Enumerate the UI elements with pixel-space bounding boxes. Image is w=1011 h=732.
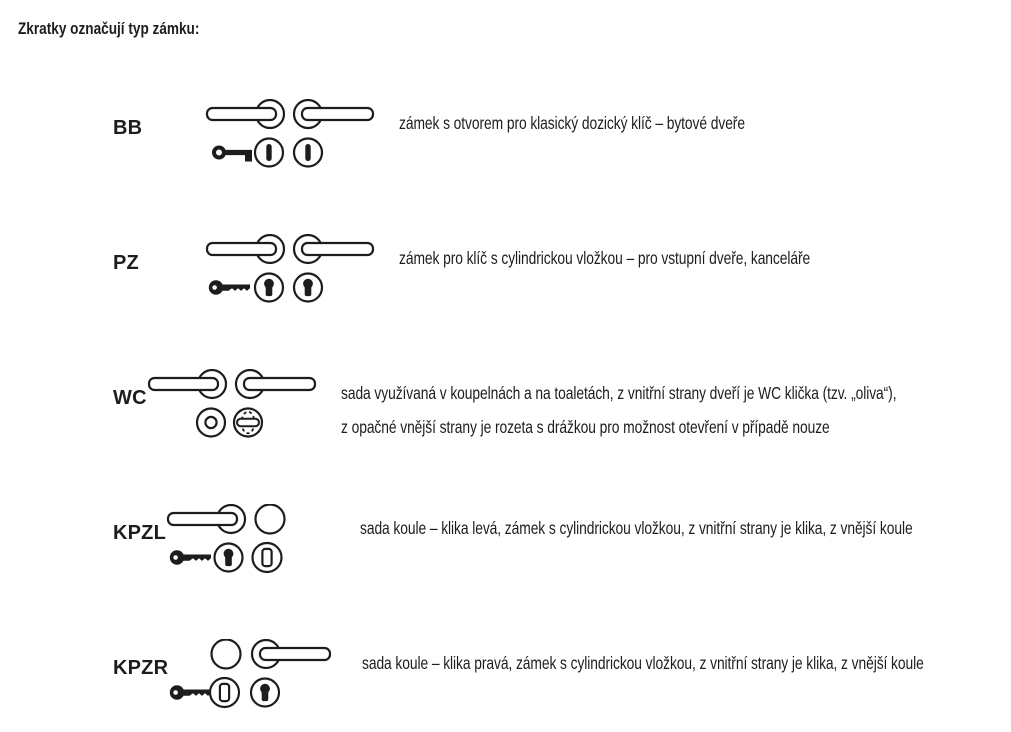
lockset-icon-cell <box>147 336 327 471</box>
groove-rosette-icon <box>197 408 225 436</box>
lock-description-line: sada koule – klika pravá, zámek s cylindrickou vložkou, z vnitřní strany je klika, z vnější koule <box>362 653 924 673</box>
lock-code-label: KPZR <box>113 657 169 679</box>
bb-keyhole-rosette-icon <box>255 138 283 166</box>
lock-type-rows <box>0 66 1011 732</box>
lever-handle-right-icon <box>294 235 373 263</box>
lock-description <box>385 66 837 201</box>
lever-handle-right-icon <box>236 370 315 398</box>
pz-keyhole-rosette-icon <box>255 273 283 301</box>
lock-type-row <box>0 606 1011 732</box>
lock-type-row <box>0 336 1011 471</box>
blind-rosette-icon <box>253 543 282 572</box>
lever-handle-left-icon <box>207 235 284 263</box>
lock-type-row <box>0 471 1011 606</box>
lock-description-line: sada využívaná v koupelnách a na toaletách, z vnitřní strany dveří je WC klička (tzv. „oliva“), <box>340 383 897 403</box>
door-knob-icon <box>212 639 241 668</box>
lock-code-label: PZ <box>113 252 139 274</box>
lock-description <box>385 201 919 336</box>
bit-key-icon <box>214 147 252 161</box>
lever-handle-left-icon <box>168 505 245 533</box>
lock-description <box>348 606 1011 732</box>
pz-keyhole-rosette-icon <box>294 273 322 301</box>
blind-rosette-icon <box>210 678 239 707</box>
lock-type-row <box>0 201 1011 336</box>
lockset-icon-cell <box>205 201 385 336</box>
wc-thumbturn-rosette-icon <box>234 408 262 436</box>
lock-code-label: KPZL <box>113 522 167 544</box>
pz-keyhole-rosette-icon <box>251 678 279 706</box>
kpzr-lockset-icon <box>168 639 348 709</box>
lever-handle-left-icon <box>149 370 226 398</box>
lockset-icon-cell <box>168 606 348 732</box>
page-title: Zkratky označují typ zámku: <box>18 19 200 38</box>
lock-description <box>346 471 1011 606</box>
bb-keyhole-rosette-icon <box>294 138 322 166</box>
cylinder-key-icon <box>170 550 211 564</box>
pz-lockset-icon <box>205 234 385 304</box>
bb-lockset-icon <box>205 99 385 169</box>
lock-description-line: sada koule – klika levá, zámek s cylindrickou vložkou, z vnitřní strany je klika, z vnější koule <box>360 518 913 538</box>
kpzl-lockset-icon <box>166 504 346 574</box>
lock-code-label: BB <box>113 117 143 139</box>
lever-handle-right-icon <box>294 100 373 128</box>
lock-description <box>327 336 1011 471</box>
cylinder-key-icon <box>209 280 250 294</box>
lever-handle-right-icon <box>252 640 330 668</box>
lockset-icon-cell <box>166 471 346 606</box>
lock-code-label: WC <box>113 387 147 409</box>
lock-description-line: z opačné vnější strany je rozeta s drážkou pro možnost otevření v případě nouze <box>340 417 830 437</box>
wc-lockset-icon <box>147 369 327 439</box>
lever-handle-left-icon <box>207 100 284 128</box>
lock-type-row <box>0 66 1011 201</box>
lockset-icon-cell <box>205 66 385 201</box>
lock-description-line: zámek pro klíč s cylindrickou vložkou – pro vstupní dveře, kanceláře <box>399 248 811 268</box>
pz-keyhole-rosette-icon <box>215 543 243 571</box>
door-knob-icon <box>256 504 285 533</box>
lock-description-line: zámek s otvorem pro klasický dozický klíč – bytové dveře <box>399 113 745 133</box>
cylinder-key-icon <box>170 685 211 699</box>
